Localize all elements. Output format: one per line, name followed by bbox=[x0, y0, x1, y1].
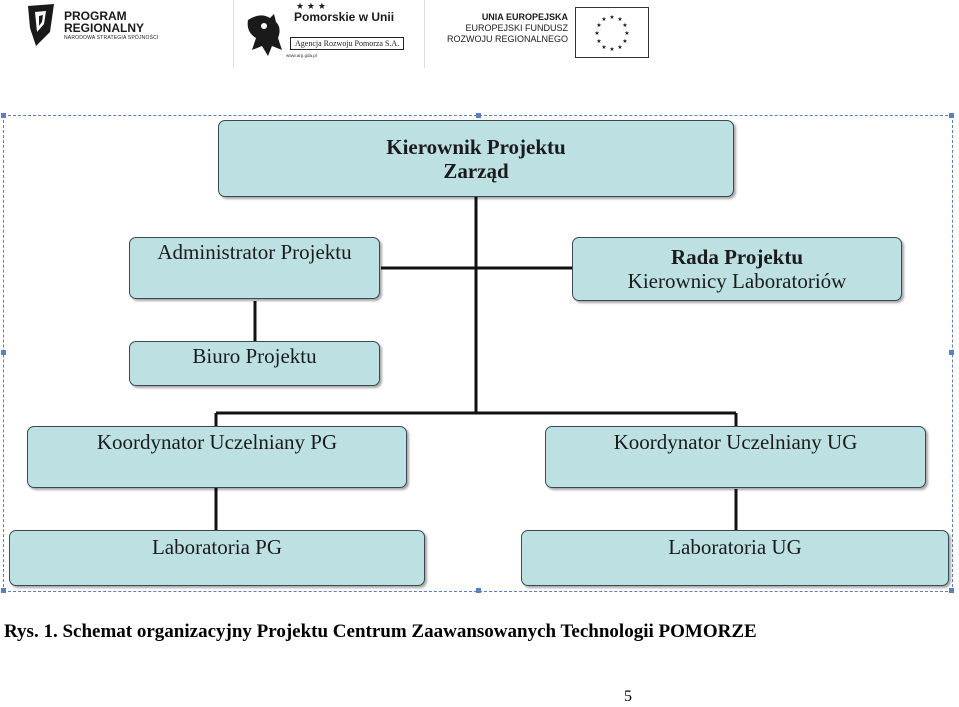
pomorskie-logo-title: Pomorskie w Unii bbox=[294, 10, 395, 24]
eu-logo-line2: EUROPEJSKI FUNDUSZ bbox=[465, 23, 568, 33]
node-rada-subtitle: Kierownicy Laboratoriów bbox=[627, 269, 847, 293]
svg-text:★: ★ bbox=[601, 44, 607, 51]
svg-text:★: ★ bbox=[594, 30, 600, 37]
node-kierownik-title: Kierownik Projektu bbox=[386, 134, 566, 159]
node-kierownik-subtitle: Zarząd bbox=[443, 158, 509, 183]
svg-text:★: ★ bbox=[617, 44, 623, 51]
node-rada-projektu[interactable] bbox=[572, 237, 902, 301]
svg-text:★ ★ ★: ★ ★ ★ bbox=[296, 2, 326, 10]
node-koordynator-pg[interactable] bbox=[27, 426, 407, 488]
program-logo-line2: REGIONALNY bbox=[64, 21, 145, 35]
node-biuro-projektu[interactable] bbox=[129, 341, 380, 386]
program-logo-line3: NARODOWA STRATEGIA SPÓJNOŚCI bbox=[64, 35, 159, 41]
node-administrator-projektu[interactable] bbox=[129, 237, 380, 299]
svg-text:★: ★ bbox=[617, 16, 623, 23]
node-kierownik-projektu[interactable] bbox=[218, 120, 734, 197]
program-logo-line1: PROGRAM bbox=[64, 9, 127, 23]
svg-text:★: ★ bbox=[622, 38, 628, 45]
node-koordynator-ug[interactable] bbox=[545, 426, 926, 488]
node-laboratoria-ug[interactable] bbox=[521, 530, 949, 586]
node-koord-ug-title: Koordynator Uczelniany UG bbox=[613, 430, 858, 454]
svg-text:★: ★ bbox=[596, 38, 602, 45]
svg-text:★: ★ bbox=[622, 22, 628, 29]
page-number: 5 bbox=[624, 688, 632, 705]
node-administrator-title: Administrator Projektu bbox=[157, 240, 352, 264]
svg-text:★: ★ bbox=[596, 22, 602, 29]
svg-text:★: ★ bbox=[624, 30, 630, 37]
node-biuro-title: Biuro Projektu bbox=[192, 344, 317, 368]
pomorskie-logo-agency: Agencja Rozwoju Pomorza S.A. bbox=[290, 37, 404, 50]
pomorskie-logo-url: www.arp.gda.pl bbox=[286, 53, 317, 58]
node-laboratoria-pg[interactable] bbox=[9, 530, 425, 586]
node-lab-ug-title: Laboratoria UG bbox=[668, 535, 802, 559]
node-rada-title: Rada Projektu bbox=[670, 245, 804, 269]
svg-text:★: ★ bbox=[609, 14, 615, 21]
node-lab-pg-title: Laboratoria PG bbox=[151, 535, 283, 559]
svg-text:★: ★ bbox=[609, 46, 615, 53]
node-koord-pg-title: Koordynator Uczelniany PG bbox=[96, 430, 338, 454]
eu-logo-line1: UNIA EUROPEJSKA bbox=[481, 12, 568, 22]
eu-logo-line3: ROZWOJU REGIONALNEGO bbox=[446, 34, 568, 44]
figure-caption: Rys. 1. Schemat organizacyjny Projektu Centrum Zaawansowanych Technologii POMORZE bbox=[4, 621, 757, 642]
svg-text:★: ★ bbox=[601, 16, 607, 23]
